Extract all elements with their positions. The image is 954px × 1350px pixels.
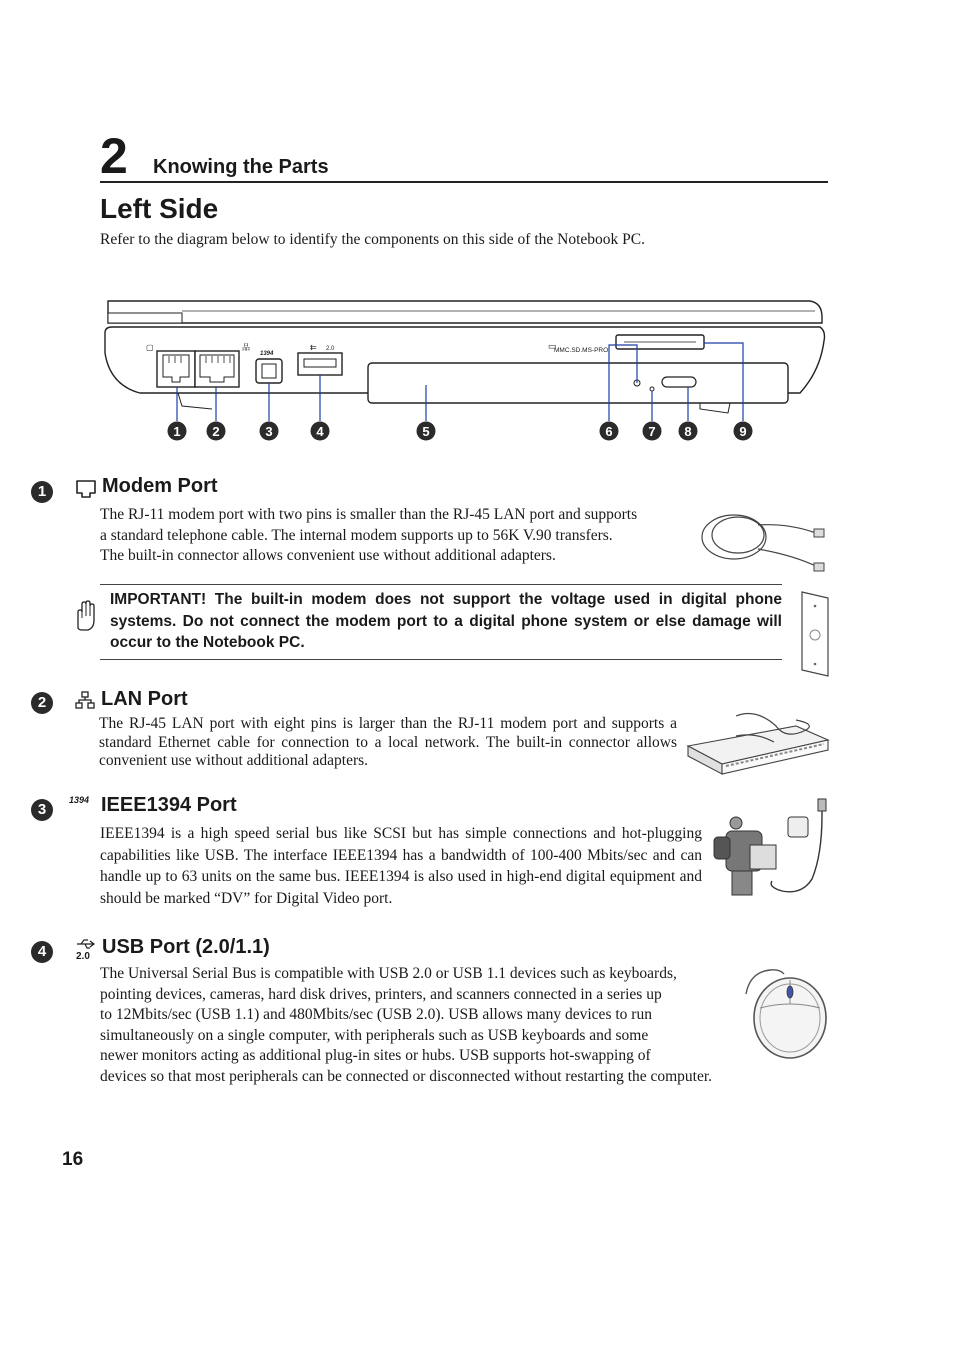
section-title: Left Side [100, 193, 219, 224]
description-line: newer monitors acting as additional plug-in sites or hubs. USB supports hot-swapping of [100, 1047, 651, 1064]
modem-port-title: Modem Port [102, 475, 218, 497]
network-icon [74, 690, 96, 710]
usb-mouse-illustration [740, 964, 830, 1062]
page-number: 16 [62, 1149, 84, 1170]
chapter-divider [100, 181, 828, 183]
description-line: a standard telephone cable. The internal modem supports up to 56K V.90 transfers. [100, 526, 613, 544]
callout-number: 2 [212, 424, 220, 439]
callout-number: 1 [173, 424, 181, 439]
optical-drive [368, 363, 788, 403]
description-line: pointing devices, cameras, hard disk drives, printers, and scanners connected in a series up [100, 985, 662, 1003]
usb-port-title: USB Port (2.0/1.1) [102, 936, 270, 958]
svg-text:⇇: ⇇ [310, 343, 317, 352]
modem-port-description [100, 505, 700, 567]
callout-number: 7 [648, 424, 656, 439]
callout-number: 8 [684, 424, 692, 439]
usb-port-label: 2.0 [326, 346, 335, 352]
description-line: simultaneously on a single computer, with peripherals such as USB keyboards and some [100, 1026, 649, 1044]
svg-text:品: 品 [242, 343, 250, 352]
section-intro: Refer to the diagram below to identify the components on this side of the Notebook PC. [100, 231, 645, 248]
important-note [100, 584, 782, 660]
chapter-number: 2 [100, 128, 128, 184]
ieee1394-port-description: IEEE1394 is a high speed serial bus like SCSI but has simple connections and hot-plugging capabilities like USB. The interface IEEE1394 has a bandwidth of 100-400 Mbits/sec and can handle up to 63 units on the same bus. IEEE1394 is also used in high-end digital equipment and should be marked “DV” for Digital Video port. [100, 825, 702, 907]
item-number-badge: 2 [31, 692, 53, 714]
description-line: The Universal Serial Bus is compatible with USB 2.0 or USB 1.1 devices such as keyboards, [100, 965, 677, 982]
svg-text:▢: ▢ [146, 343, 154, 352]
usb-port-description [100, 964, 810, 1087]
camcorder-illustration [712, 795, 830, 907]
left-side-diagram [100, 293, 830, 448]
lan-port-description: The RJ-45 LAN port with eight pins is larger than the RJ-11 modem port and supports a standard Ethernet cable for connection to a local network. The built-in connector allows convenient use without additional adapters. [99, 715, 677, 769]
telephone-cable-illustration [698, 505, 828, 583]
important-text: IMPORTANT! The built-in modem does not support the voltage used in digital phone systems. Do not connect the modem port to a digital phone system or else damage will occur to the Notebook PC. [110, 591, 782, 651]
item-number-badge: 3 [31, 799, 53, 821]
description-line: devices so that most peripherals can be connected or disconnected without restarting the computer. [100, 1067, 713, 1085]
callout-number: 5 [422, 424, 430, 439]
description-line: The RJ-11 modem port with two pins is smaller than the RJ-45 LAN port and supports [100, 506, 638, 523]
lan-port-title: LAN Port [101, 688, 188, 710]
ieee1394-icon: 1394 [69, 795, 90, 805]
card-reader-label: MMC.SD.MS-PRO [554, 347, 609, 354]
callout-number: 6 [605, 424, 613, 439]
callout-number: 4 [316, 424, 324, 439]
callout-numbers [168, 422, 753, 441]
chapter-title: Knowing the Parts [153, 156, 329, 178]
usb-version-label: 2.0 [76, 951, 90, 962]
svg-text:▭: ▭ [548, 341, 557, 351]
hand-warning-icon [72, 598, 98, 632]
usb-icon [76, 938, 96, 950]
laptop-lid [108, 301, 822, 323]
wall-jack-illustration [800, 590, 830, 678]
ethernet-switch-illustration [686, 706, 830, 776]
description-line: The built-in connector allows convenient use without additional adapters. [100, 547, 556, 564]
phone-jack-icon [75, 478, 97, 500]
item-number-badge: 1 [31, 481, 53, 503]
description-line: to 12Mbits/sec (USB 1.1) and 480Mbits/sec (USB 2.0). USB allows many devices to run [100, 1006, 652, 1023]
ieee1394-port-title: IEEE1394 Port [101, 794, 237, 816]
ieee1394-port-label: 1394 [260, 351, 274, 357]
callout-number: 3 [265, 424, 273, 439]
callout-number: 9 [739, 424, 747, 439]
item-number-badge: 4 [31, 941, 53, 963]
